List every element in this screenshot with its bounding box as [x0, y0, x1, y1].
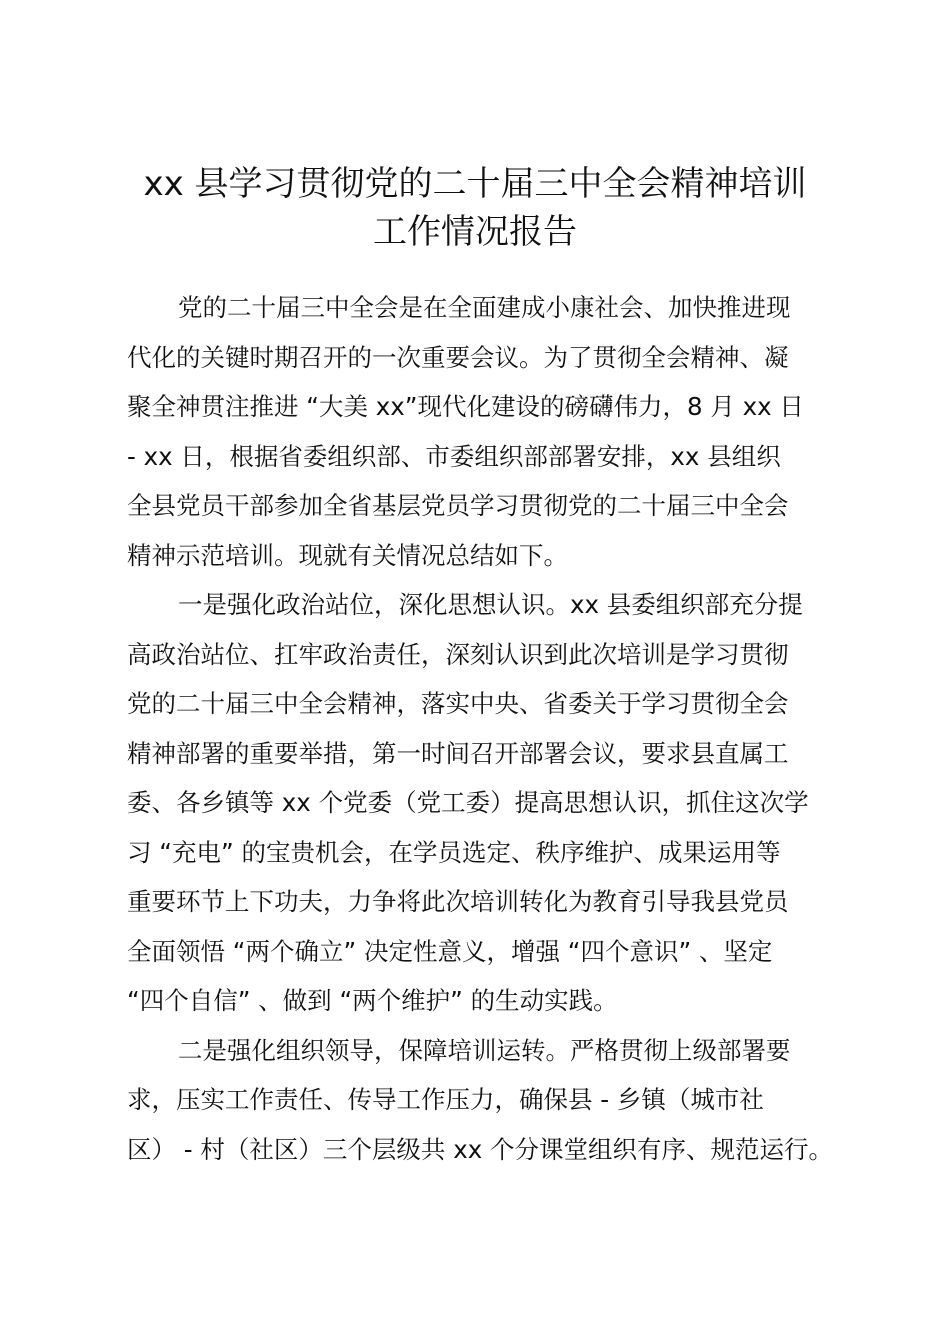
paragraph-line: 聚全神贯注推进 “大美 xx”现代化建设的磅礴伟力，8 月 xx 日: [127, 392, 804, 421]
paragraph-line: “四个自信” 、做到 “两个维护” 的生动实践。: [127, 986, 618, 1015]
paragraph-line: 全县党员干部参加全省基层党员学习贯彻党的二十届三中全会: [127, 491, 789, 520]
document-body: [127, 283, 862, 1174]
title-line: xx 县学习贯彻党的二十届三中全会精神培训: [143, 164, 807, 204]
paragraph-line: - xx 日，根据省委组织部、市委组织部部署安排，xx 县组织: [127, 441, 781, 471]
paragraph-line: 求，压实工作责任、传导工作压力，确保县 - 乡镇（城市社: [127, 1085, 764, 1114]
paragraph-line: 习 “充电” 的宝贵机会，在学员选定、秩序维护、成果运用等: [127, 837, 781, 867]
paragraph-line: 区） - 村（社区）三个层级共 xx 个分课堂组织有序、规范运行。: [127, 1134, 833, 1164]
paragraph-section-one: [127, 580, 862, 1026]
title-line: 工作情况报告: [373, 212, 577, 252]
paragraph-line: 二是强化组织领导，保障培训运转。严格贯彻上级部署要: [178, 1035, 791, 1065]
paragraph-line: 党的二十届三中全会是在全面建成小康社会、加快推进现: [178, 293, 791, 322]
paragraph-line: 高政治站位、扛牢政治责任，深刻认识到此次培训是学习贯彻: [127, 639, 789, 669]
paragraph-line: 重要环节上下功夫，力争将此次培训转化为教育引导我县党员: [127, 887, 789, 916]
paragraph-line: 党的二十届三中全会精神，落实中央、省委关于学习贯彻全会: [127, 689, 789, 718]
document-title: [100, 160, 850, 256]
paragraph-line: 委、各乡镇等 xx 个党委（党工委）提高思想认识，抓住这次学: [127, 788, 809, 817]
paragraph-line: 精神部署的重要举措，第一时间召开部署会议，要求县直属工: [127, 738, 789, 768]
paragraph-line: 代化的关键时期召开的一次重要会议。为了贯彻全会精神、凝: [127, 342, 789, 372]
paragraph-intro: [127, 283, 862, 580]
paragraph-line: 全面领悟 “两个确立” 决定性意义，增强 “四个意识” 、坚定: [127, 936, 773, 966]
paragraph-section-two: [127, 1026, 862, 1175]
paragraph-line: 精神示范培训。现就有关情况总结如下。: [127, 540, 568, 570]
paragraph-line: 一是强化政治站位，深化思想认识。xx 县委组织部充分提: [178, 590, 803, 619]
